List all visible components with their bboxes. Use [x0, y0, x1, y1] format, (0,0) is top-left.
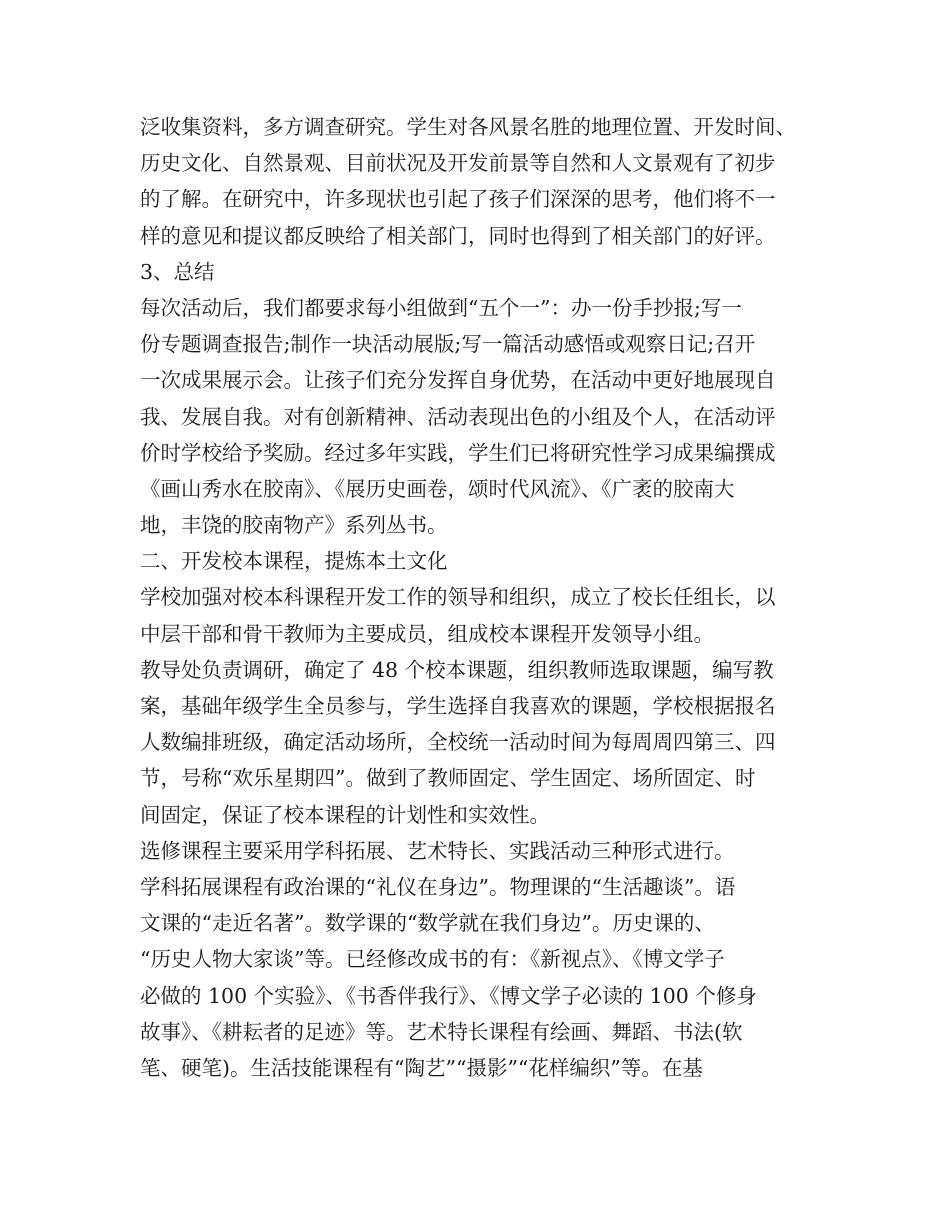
text-line: 教导处负责调研，确定了 48 个校本课题，组织教师选取课题，编写教 — [140, 657, 774, 682]
text-line: 地，丰饶的胶南物产》系列丛书。 — [140, 513, 448, 538]
text-line: 价时学校给予奖励。经过多年实践，学生们已将研究性学习成果编撰成 — [140, 440, 776, 465]
text-line: 选修课程主要采用学科拓展、艺术特长、实践活动三种形式进行。 — [140, 838, 735, 863]
text-line: 一次成果展示会。让孩子们充分发挥自身优势，在活动中更好地展现自 — [140, 368, 776, 393]
text-line: 必做的 100 个实验》、《书香伴我行》、《博文学子必读的 100 个修身 — [140, 983, 757, 1008]
text-line: 我、发展自我。对有创新精神、活动表现出色的小组及个人，在活动评 — [140, 404, 776, 429]
text-line: 学校加强对校本科课程开发工作的领导和组织，成立了校长任组长，以 — [140, 585, 776, 610]
text-line: 样的意见和提议都反映给了相关部门，同时也得到了相关部门的好评。 — [140, 223, 776, 248]
text-line: 间固定，保证了校本课程的计划性和实效性。 — [140, 802, 550, 827]
text-line: 人数编排班级，确定活动场所，全校统一活动时间为每周周四第三、四 — [140, 730, 776, 755]
text-line: “历史人物大家谈”等。已经修改成书的有：《新视点》、《博文学子 — [140, 947, 725, 972]
document-body — [140, 109, 830, 1086]
section-heading: 3、总结 — [140, 259, 215, 284]
text-line: 学科拓展课程有政治课的“礼仪在身边”。物理课的“生活趣谈”。语 — [140, 874, 736, 899]
text-line: 笔、硬笔)。生活技能课程有“陶艺”“摄影”“花样编织”等。在基 — [140, 1055, 703, 1080]
text-line: 故事》、《耕耘者的足迹》等。艺术特长课程有绘画、舞蹈、书法(软 — [140, 1019, 743, 1044]
text-line: 节，号称“欢乐星期四”。做到了教师固定、学生固定、场所固定、时 — [140, 766, 756, 791]
text-line: 份专题调查报告;制作一块活动展版;写一篇活动感悟或观察日记;召开 — [140, 332, 756, 357]
text-line: 案，基础年级学生全员参与，学生选择自我喜欢的课题，学校根据报名 — [140, 694, 776, 718]
text-line: 泛收集资料，多方调查研究。学生对各风景名胜的地理位置、开发时间、 — [140, 115, 796, 139]
text-line: 的了解。在研究中，许多现状也引起了孩子们深深的思考，他们将不一 — [140, 187, 776, 212]
text-line: 历史文化、自然景观、目前状况及开发前景等自然和人文景观有了初步 — [140, 151, 776, 176]
section-heading: 二、开发校本课程，提炼本土文化 — [140, 549, 448, 574]
text-line: 中层干部和骨干教师为主要成员，组成校本课程开发领导小组。 — [140, 621, 714, 646]
text-line: 《画山秀水在胶南》、《展历史画卷，颂时代风流》、《广袤的胶南大 — [140, 476, 735, 501]
text-line: 文课的“走近名著”。数学课的“数学就在我们身边”。历史课的、 — [140, 911, 715, 936]
text-line: 每次活动后，我们都要求每小组做到“五个一”：办一份手抄报;写一 — [140, 295, 742, 320]
